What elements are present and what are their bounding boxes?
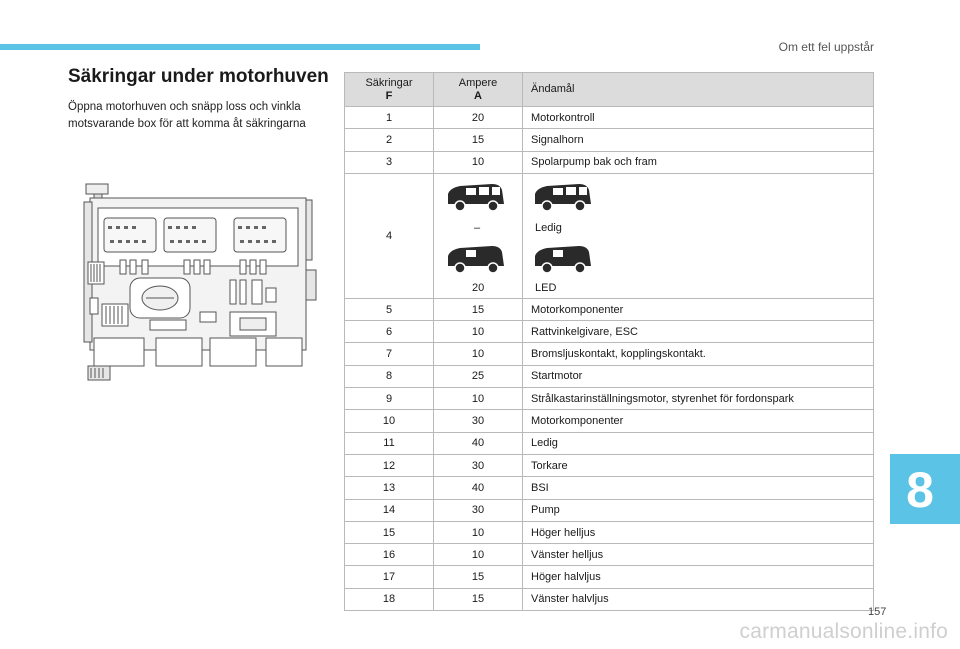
ampere-cell: 15	[434, 298, 523, 320]
section-title: Säkringar under motorhuven	[68, 66, 329, 87]
ampere-cell: 10	[434, 343, 523, 365]
purpose-cell: Startmotor	[523, 365, 874, 387]
table-row	[345, 343, 874, 365]
ampere-cell: 30	[434, 499, 523, 521]
ampere-cell: 40	[434, 477, 523, 499]
ampere-cell: 25	[434, 365, 523, 387]
ampere-cell: 10	[434, 544, 523, 566]
purpose-cell: Spolarpump bak och fram	[523, 151, 874, 173]
fuse-cell: 3	[345, 151, 434, 173]
table-row	[345, 588, 874, 610]
purpose-cell: Motorkomponenter	[523, 298, 874, 320]
table-row	[345, 129, 874, 151]
fuse-cell: 5	[345, 298, 434, 320]
passenger-van-icon	[531, 180, 595, 214]
ampere-cell: 15	[434, 588, 523, 610]
table-row	[345, 521, 874, 543]
ampere-cell: 10	[434, 151, 523, 173]
table-row	[345, 151, 874, 173]
row4-ampere-cell	[434, 173, 523, 298]
purpose-cell: Vänster halvljus	[523, 588, 874, 610]
purpose-cell: Torkare	[523, 454, 874, 476]
purpose-cell: Motorkomponenter	[523, 410, 874, 432]
row4-fuse: 4	[345, 173, 434, 298]
fuse-cell: 7	[345, 343, 434, 365]
chapter-number: 8	[906, 462, 934, 518]
passenger-van-icon	[444, 180, 508, 214]
fuse-cell: 2	[345, 129, 434, 151]
header-purpose: Ändamål	[523, 73, 874, 107]
table-row	[345, 173, 874, 298]
purpose-cell: Höger halvljus	[523, 566, 874, 588]
fuse-cell: 12	[345, 454, 434, 476]
fuse-cell: 18	[345, 588, 434, 610]
ampere-cell: 10	[434, 388, 523, 410]
table-row	[345, 432, 874, 454]
ampere-cell: 10	[434, 521, 523, 543]
row4-purpose-cell	[523, 173, 874, 298]
table-row	[345, 477, 874, 499]
purpose-cell: Höger helljus	[523, 521, 874, 543]
fuse-cell: 15	[345, 521, 434, 543]
table-row	[345, 298, 874, 320]
row4-variant-a-purpose: Ledig	[535, 221, 562, 234]
purpose-cell: Pump	[523, 499, 874, 521]
fuse-cell: 10	[345, 410, 434, 432]
rows-after	[345, 298, 874, 610]
fuse-cell: 1	[345, 107, 434, 129]
table-row	[345, 388, 874, 410]
table-row	[345, 365, 874, 387]
fusebox-illustration	[80, 180, 330, 390]
table-row	[345, 499, 874, 521]
row-4	[345, 173, 874, 298]
table-row	[345, 544, 874, 566]
row4-variant-a-ampere: –	[474, 221, 481, 234]
purpose-cell: Signalhorn	[523, 129, 874, 151]
purpose-cell: BSI	[523, 477, 874, 499]
table-row	[345, 107, 874, 129]
fuse-cell: 16	[345, 544, 434, 566]
table-row	[345, 321, 874, 343]
header-ampere: Ampere A	[434, 73, 523, 107]
fuse-cell: 13	[345, 477, 434, 499]
fuse-cell: 14	[345, 499, 434, 521]
table-row	[345, 410, 874, 432]
intro-text: Öppna motorhuven och snäpp loss och vinkla motsvarande box för att komma åt säkringarna	[68, 101, 306, 130]
fuse-cell: 6	[345, 321, 434, 343]
table-header-row	[345, 73, 874, 107]
ampere-cell: 30	[434, 410, 523, 432]
chapter-tab	[890, 454, 960, 524]
table-row	[345, 566, 874, 588]
purpose-cell: Vänster helljus	[523, 544, 874, 566]
fuse-cell: 17	[345, 566, 434, 588]
row4-variant-b-ampere: 20	[472, 281, 485, 294]
purpose-cell: Motorkontroll	[523, 107, 874, 129]
purpose-cell: Ledig	[523, 432, 874, 454]
ampere-cell: 30	[434, 454, 523, 476]
purpose-cell: Rattvinkelgivare, ESC	[523, 321, 874, 343]
fuse-table	[344, 72, 874, 611]
ampere-cell: 15	[434, 129, 523, 151]
fuse-cell: 8	[345, 365, 434, 387]
ampere-cell: 10	[434, 321, 523, 343]
fuse-cell: 11	[345, 432, 434, 454]
ampere-cell: 20	[434, 107, 523, 129]
panel-van-icon	[531, 242, 595, 276]
ampere-cell: 40	[434, 432, 523, 454]
fuse-cell: 9	[345, 388, 434, 410]
rows-before	[345, 107, 874, 174]
table-row	[345, 454, 874, 476]
purpose-cell: Bromsljuskontakt, kopplingskontakt.	[523, 343, 874, 365]
chapter-title: Om ett fel uppstår	[778, 40, 874, 54]
watermark: carmanualsonline.info	[739, 620, 948, 643]
panel-van-icon	[444, 242, 508, 276]
ampere-cell: 15	[434, 566, 523, 588]
page-number: 157	[868, 606, 887, 618]
top-accent-bar	[0, 44, 480, 50]
header-fuse: Säkringar F	[345, 73, 434, 107]
purpose-cell: Strålkastarinställningsmotor, styrenhet för fordonspark	[523, 388, 874, 410]
row4-variant-b-purpose: LED	[535, 281, 557, 294]
